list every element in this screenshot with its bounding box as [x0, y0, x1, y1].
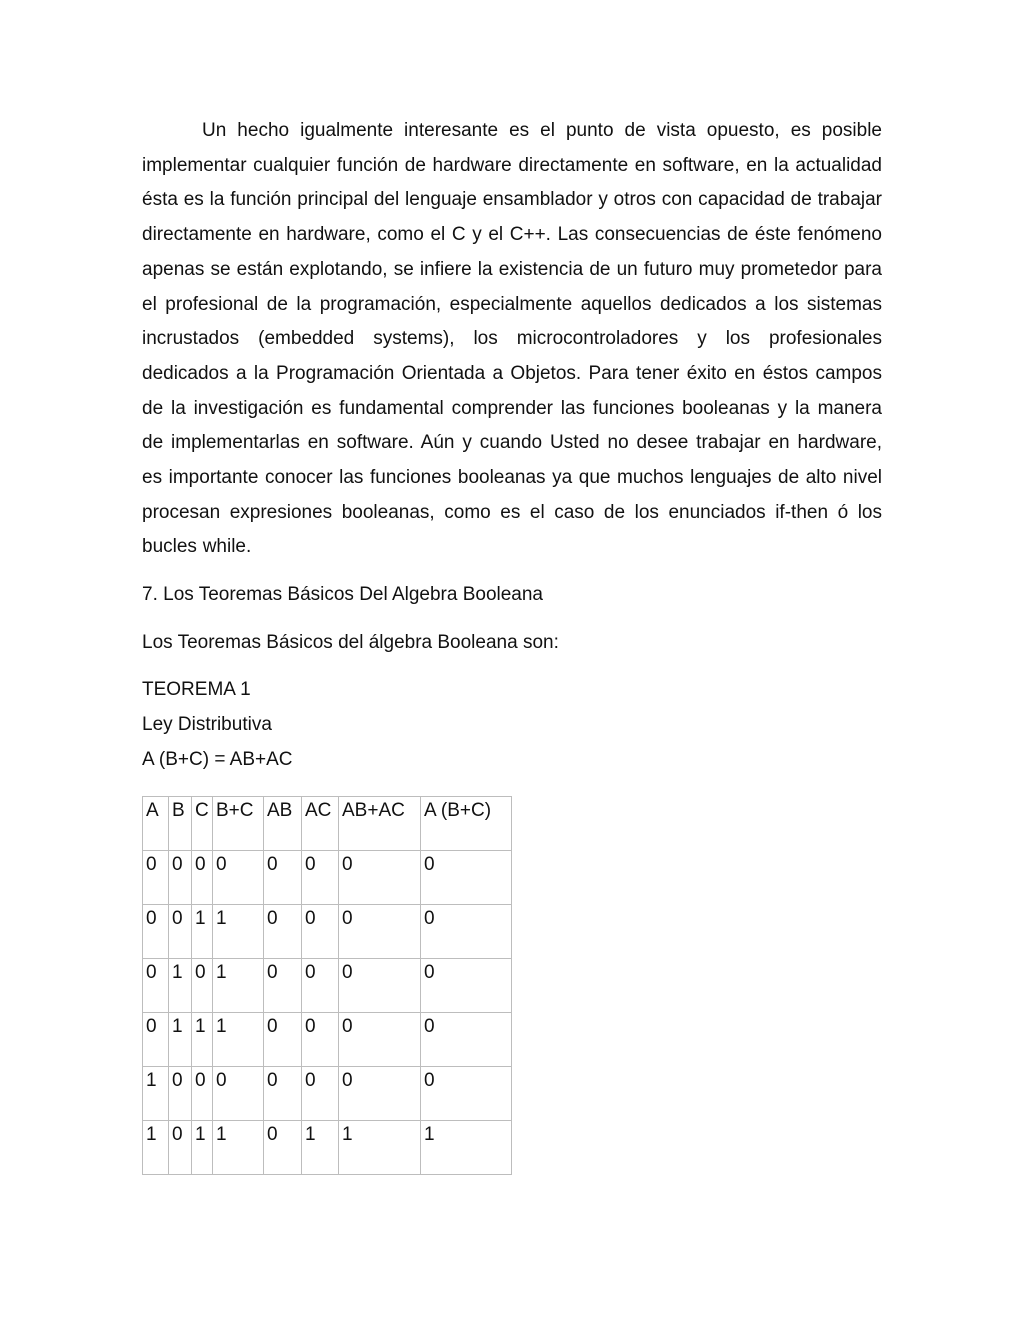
table-cell: 1: [143, 1121, 169, 1175]
table-cell: 1: [421, 1121, 512, 1175]
table-cell: 0: [421, 1013, 512, 1067]
table-cell: 1: [192, 905, 213, 959]
header-cell: B: [169, 797, 192, 851]
document-page: [142, 114, 882, 1145]
table-cell: 0: [192, 1067, 213, 1121]
table-cell: 1: [339, 1121, 421, 1175]
body-paragraph: Un hecho igualmente interesante es el punto de vista opuesto, es posible implementar cualquier función de hardware directamente en software, en la actualidad ésta es la función principal del lenguaje ensamblador y otros con capacidad de trabajar directamente en hardware, como el C y el C++. Las consecuencias de éste fenómeno apenas se están explotando, se infiere la existencia de un futuro muy prometedor para el profesional de la programación, especialmente aquellos dedicados a los sistemas incrustados (embedded systems), los microcontroladores y los profesionales dedicados a la Programación Orientada a Objetos. Para tener éxito en éstos campos de la investigación es fundamental comprender las funciones booleanas y la manera de implementarlas en software. Aún y cuando Usted no desee trabajar en hardware, es importante conocer las funciones booleanas ya que muchos lenguajes de alto nivel procesan expresiones booleanas, como es el caso de los enunciados if-then ó los bucles while.: [142, 120, 882, 558]
table-cell: 0: [213, 851, 264, 905]
header-cell: AB+AC: [339, 797, 421, 851]
table-cell: 0: [169, 1121, 192, 1175]
table-cell: 0: [143, 851, 169, 905]
header-cell: AB: [264, 797, 302, 851]
table-row: [143, 959, 512, 1013]
table-cell: 1: [213, 959, 264, 1013]
table-cell: 1: [192, 1121, 213, 1175]
table-cell: 0: [192, 959, 213, 1013]
header-cell: A: [143, 797, 169, 851]
table-cell: 0: [302, 1013, 339, 1067]
table-cell: 0: [339, 1067, 421, 1121]
table-cell: 1: [213, 905, 264, 959]
table-cell: 0: [421, 959, 512, 1013]
table-cell: 0: [264, 851, 302, 905]
table-cell: 0: [302, 959, 339, 1013]
table-cell: 0: [169, 851, 192, 905]
header-cell: AC: [302, 797, 339, 851]
table-cell: 0: [143, 959, 169, 1013]
table-cell: 0: [192, 851, 213, 905]
table-cell: 0: [339, 905, 421, 959]
table-cell: 0: [264, 1121, 302, 1175]
table-row: [143, 1067, 512, 1121]
table-cell: 1: [302, 1121, 339, 1175]
table-cell: 0: [264, 1067, 302, 1121]
table-cell: 0: [143, 905, 169, 959]
header-cell: B+C: [213, 797, 264, 851]
intro-text: Los Teoremas Básicos del álgebra Booleana son:: [142, 632, 559, 653]
table-cell: 1: [192, 1013, 213, 1067]
table-cell: 0: [169, 905, 192, 959]
table-cell: 0: [264, 1013, 302, 1067]
theorem-name: Ley Distributiva: [142, 714, 272, 735]
table-cell: 1: [143, 1067, 169, 1121]
table-cell: 0: [421, 905, 512, 959]
theorem-formula: A (B+C) = AB+AC: [142, 749, 293, 770]
table-cell: 1: [169, 1013, 192, 1067]
table-row: [143, 851, 512, 905]
table-cell: 0: [339, 1013, 421, 1067]
table-cell: 0: [302, 1067, 339, 1121]
table-cell: 0: [339, 959, 421, 1013]
table-cell: 0: [169, 1067, 192, 1121]
table-cell: 0: [302, 905, 339, 959]
table-cell: 1: [213, 1013, 264, 1067]
truth-table: [142, 796, 512, 1175]
table-cell: 0: [213, 1067, 264, 1121]
table-cell: 0: [302, 851, 339, 905]
table-cell: 0: [264, 959, 302, 1013]
header-cell: A (B+C): [421, 797, 512, 851]
table-row: [143, 1121, 512, 1175]
table-row: [143, 1013, 512, 1067]
table-cell: 1: [213, 1121, 264, 1175]
table-cell: 1: [169, 959, 192, 1013]
table-cell: 0: [421, 851, 512, 905]
table-cell: 0: [264, 905, 302, 959]
table-cell: 0: [421, 1067, 512, 1121]
theorem-title: TEOREMA 1: [142, 679, 251, 700]
table-header-row: [143, 797, 512, 851]
table-cell: 0: [339, 851, 421, 905]
table-row: [143, 905, 512, 959]
section-heading: 7. Los Teoremas Básicos Del Algebra Booleana: [142, 584, 544, 605]
table-cell: 0: [143, 1013, 169, 1067]
header-cell: C: [192, 797, 213, 851]
